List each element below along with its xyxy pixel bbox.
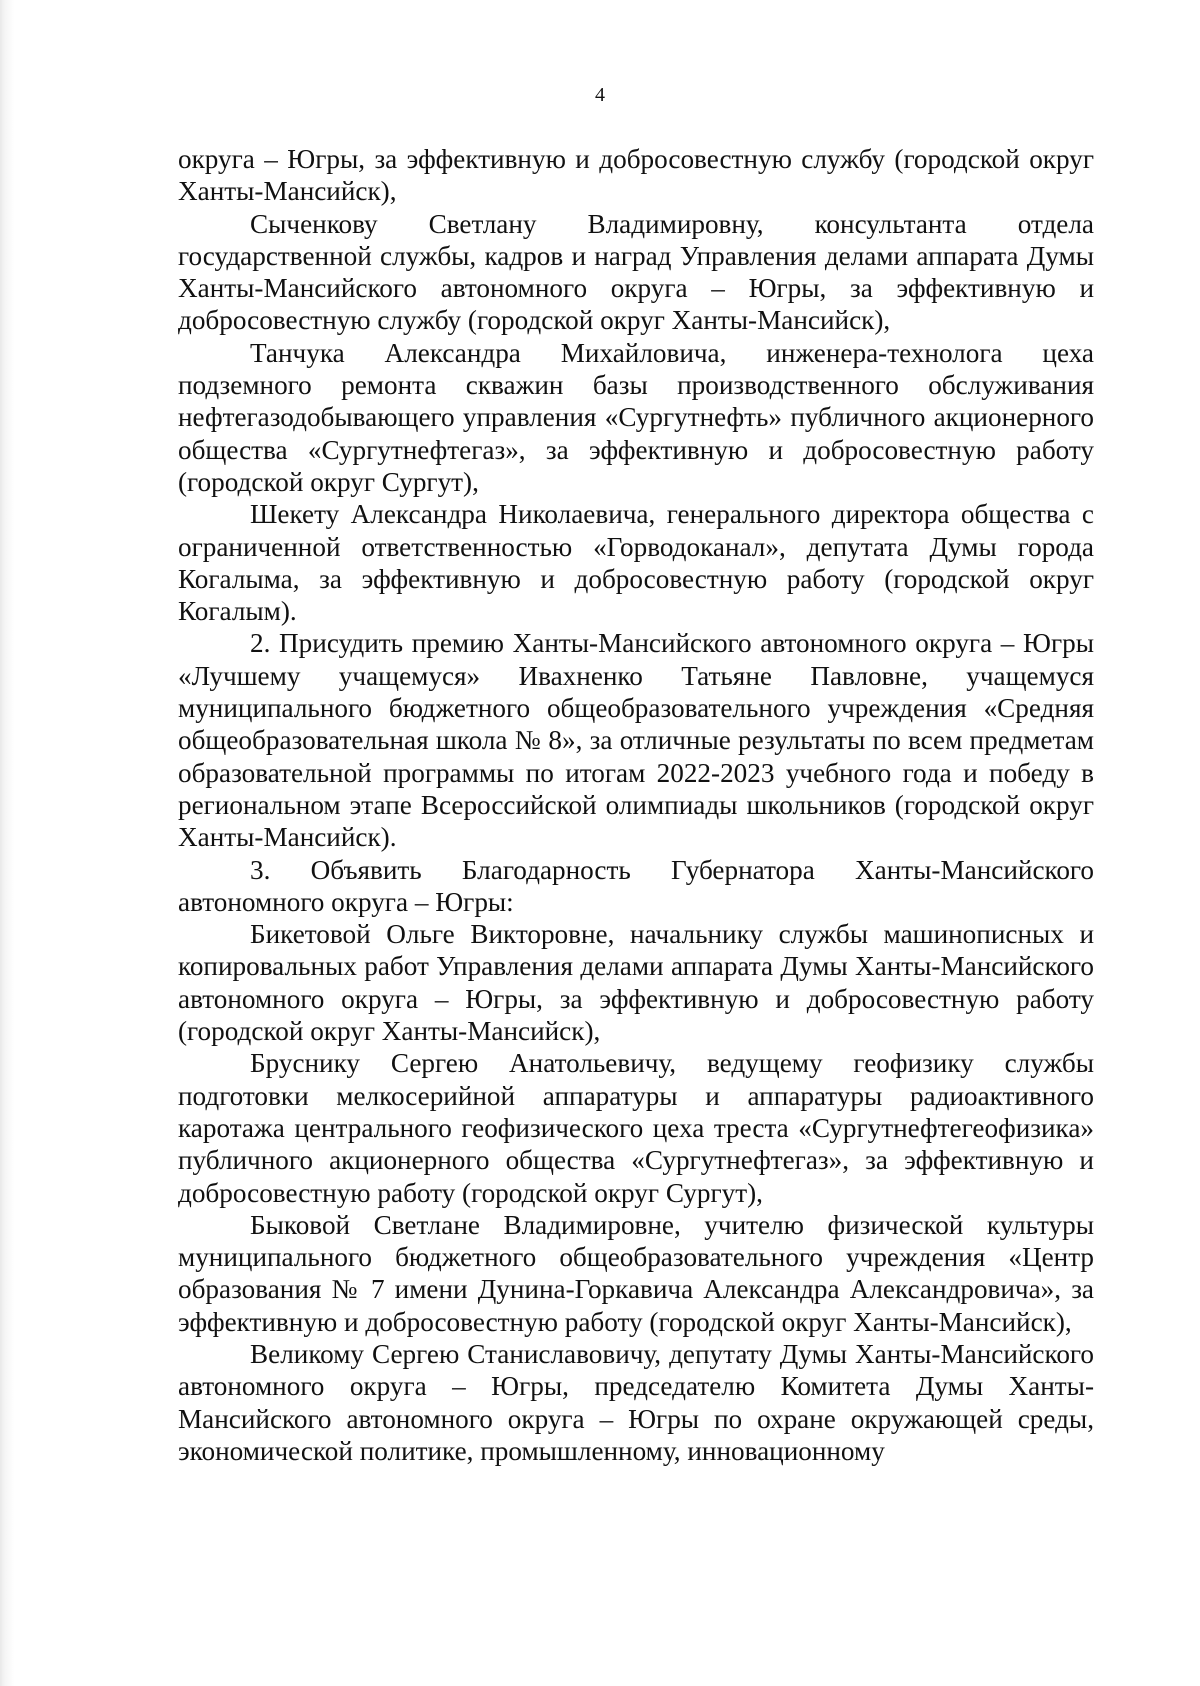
paragraph-award-tanchuk: Танчука Александра Михайловича, инженера-технолога цеха подземного ремонта скважин базы производственного обслуживания нефтегазодобывающего управления «Сургутнефть» публичного акционерного общества «Сургутнефтегаз», за эффективную и добросовестную работу (городской округ Сургут), xyxy=(178,337,1094,497)
scan-edge-artifact xyxy=(0,0,14,1686)
paragraph-award-sychenkova: Сыченкову Светлану Владимировну, консультанта отдела государственной службы, кадров и наград Управления делами аппарата Думы Ханты-Мансийского автономного округа – Югры, за эффективную и добросовестную службу (городской округ Ханты-Мансийск), xyxy=(178,208,1094,336)
paragraph-item-3-gratitude: 3. Объявить Благодарность Губернатора Ханты-Мансийского автономного округа – Югры: xyxy=(178,854,1094,917)
page-number: 4 xyxy=(595,84,605,106)
paragraph-item-2-prize: 2. Присудить премию Ханты-Мансийского автономного округа – Югры «Лучшему учащемуся» Ивахненко Татьяне Павловне, учащемуся муниципального бюджетного общеобразовательного учреждения «Средняя общеобразовательная школа № 8», за отличные результаты по всем предметам образовательной программы по итогам 2022-2023 учебного года и победу в региональном этапе Всероссийской олимпиады школьников (городской округ Ханты-Мансийск). xyxy=(178,628,1094,853)
paragraph-gratitude-bykova: Быковой Светлане Владимировне, учителю физической культуры муниципального бюджетного общеобразовательного учреждения «Центр образования № 7 имени Дунина-Горкавича Александра Александровича», за эффективную и добросовестную работу (городской округ Ханты-Мансийск), xyxy=(178,1209,1094,1337)
paragraph-continuation: округа – Югры, за эффективную и добросовестную службу (городской округ Ханты-Мансийск), xyxy=(178,144,1094,207)
document-body xyxy=(178,143,1094,1467)
paragraph-award-sheketa: Шекету Александра Николаевича, генерального директора общества с ограниченной ответственностью «Горводоканал», депутата Думы города Когалыма, за эффективную и добросовестную работу (городской округ Когалым). xyxy=(178,499,1094,627)
paragraph-gratitude-brusnik: Бруснику Сергею Анатольевичу, ведущему геофизику службы подготовки мелкосерийной аппаратуры и аппаратуры радиоактивного каротажа центрального геофизического цеха треста «Сургутнефтегеофизика» публичного акционерного общества «Сургутнефтегаз», за эффективную и добросовестную работу (городской округ Сургут), xyxy=(178,1048,1094,1208)
paragraph-gratitude-biketova: Бикетовой Ольге Викторовне, начальнику службы машинописных и копировальных работ Управления делами аппарата Думы Ханты-Мансийского автономного округа – Югры, за эффективную и добросовестную работу (городской округ Ханты-Мансийск), xyxy=(178,919,1094,1047)
paragraph-gratitude-velikiy: Великому Сергею Станиславовичу, депутату Думы Ханты-Мансийского автономного округа – Югры, председателю Комитета Думы Ханты-Мансийского автономного округа – Югры по охране окружающей среды, экономической политике, промышленному, инновационному xyxy=(178,1338,1094,1466)
